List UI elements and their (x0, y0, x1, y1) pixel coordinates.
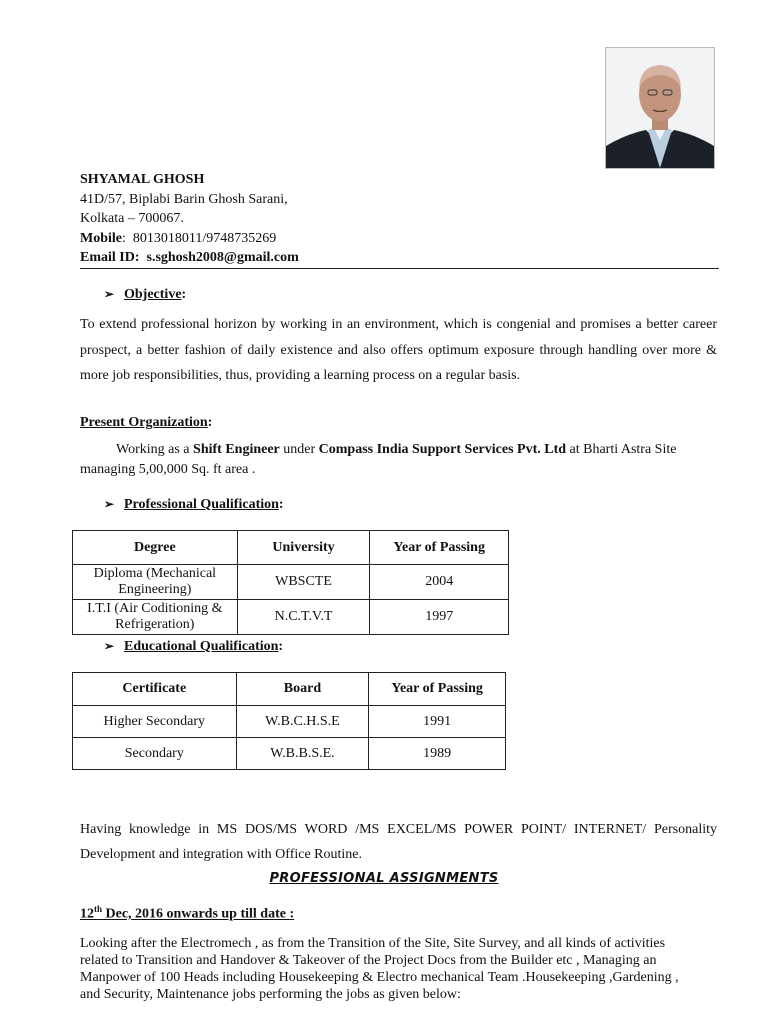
table-header-row (73, 673, 506, 706)
table-row (73, 565, 509, 600)
table-cell: 1989 (369, 738, 506, 770)
professional-assignments-title: PROFESSIONAL ASSIGNMENTS (269, 871, 499, 886)
present-org-heading-label: Present Organization (80, 415, 208, 430)
table-cell: N.C.T.V.T (237, 600, 370, 635)
candidate-name: SHYAMAL GHOSH (80, 172, 205, 187)
mobile-label: Mobile (80, 230, 122, 246)
assignment-line-2: related to Transition and Handover & Takeover of the Project Docs from the Builder etc , Managing an (80, 953, 657, 968)
assignment-description (80, 935, 679, 1003)
assignment-line-1: Looking after the Electromech , as from the Transition of the Site, Site Survey, and all kinds of activities (80, 936, 666, 951)
table-header-cell: Degree (73, 531, 238, 565)
educational-qualification-label: Educational Qualification (124, 639, 279, 654)
email-value: s.sghosh2008@gmail.com (146, 250, 299, 265)
objective-heading-label: Objective (124, 287, 182, 302)
table-header-cell: University (237, 531, 370, 565)
table-cell: Secondary (73, 738, 237, 770)
present-org-text-post: at Bharti Astra Site managing 5,00,000 Sq. ft area . (80, 442, 677, 477)
contact-block (80, 170, 299, 268)
present-org-text-pre: Working as a (116, 442, 194, 457)
arrow-bullet-icon: ➢ (104, 639, 115, 653)
assignment-line-3: Manpower of 100 Heads including Housekeeping & Electro mechanical Team .Housekeeping ,Gardening , (80, 970, 679, 985)
table-header-cell: Certificate (73, 673, 237, 706)
assignment-line-4: and Security, Maintenance jobs performing the jobs as given below: (80, 987, 461, 1002)
header-divider (80, 268, 719, 269)
skills-text: Having knowledge in MS DOS/MS WORD /MS EXCEL/MS POWER POINT/ INTERNET/ Personality Development and integration with Office Routine. (80, 822, 717, 862)
professional-qualification-label: Professional Qualification (124, 497, 279, 512)
table-cell: WBSCTE (237, 565, 370, 600)
table-row (73, 738, 506, 770)
table-cell: 1997 (370, 600, 509, 635)
assignment-date-day: 12 (80, 906, 94, 922)
professional-qualification-heading: ➢ Professional Qualification: (104, 497, 284, 512)
address-line-2: Kolkata – 700067. (80, 211, 184, 226)
table-cell: I.T.I (Air Coditioning & Refrigeration) (73, 600, 238, 635)
objective-text: To extend professional horizon by working in an environment, which is congenial and promises a better career prospect, a better fashion of daily existence and also offers optimum exposure through handling over more & more job responsibilities, thus, providing a learning process on a regular basis. (80, 317, 717, 383)
mobile-line (80, 229, 299, 249)
arrow-bullet-icon: ➢ (104, 497, 115, 511)
table-header-row (73, 531, 509, 565)
educational-qualification-table (72, 672, 506, 770)
professional-qualification-table (72, 530, 509, 635)
table-header-cell: Board (236, 673, 369, 706)
mobile-value: 8013018011/9748735269 (132, 230, 277, 246)
present-org-role: Shift Engineer (193, 442, 280, 457)
table-header-cell: Year of Passing (370, 531, 509, 565)
present-org-text (80, 440, 717, 480)
address-line-1: 41D/57, Biplabi Barin Ghosh Sarani, (80, 191, 288, 207)
table-cell: 1991 (369, 706, 506, 738)
profile-photo (605, 47, 715, 169)
email-label: Email ID: (80, 250, 140, 265)
assignment-date-suffix: th (94, 904, 103, 914)
table-row (73, 600, 509, 635)
arrow-bullet-icon: ➢ (104, 287, 115, 301)
person-photo-icon (606, 48, 714, 168)
assignment-date-rest: Dec, 2016 onwards up till date : (102, 906, 295, 922)
educational-qualification-heading: ➢ Educational Qualification: (104, 639, 284, 654)
table-cell: W.B.B.S.E. (236, 738, 369, 770)
table-cell: W.B.C.H.S.E (236, 706, 369, 738)
email-line (80, 248, 299, 268)
table-cell: Higher Secondary (73, 706, 237, 738)
table-cell: Diploma (Mechanical Engineering) (73, 565, 238, 600)
objective-heading: ➢ Objective: (104, 287, 187, 302)
table-cell: 2004 (370, 565, 509, 600)
table-row (73, 706, 506, 738)
table-header-cell: Year of Passing (369, 673, 506, 706)
assignment-date (80, 904, 294, 923)
present-org-company: Compass India Support Services Pvt. Ltd (318, 442, 567, 457)
present-org-text-mid: under (279, 442, 319, 457)
mobile-colon: : (122, 230, 133, 246)
present-org-heading: Present Organization: (80, 415, 213, 430)
